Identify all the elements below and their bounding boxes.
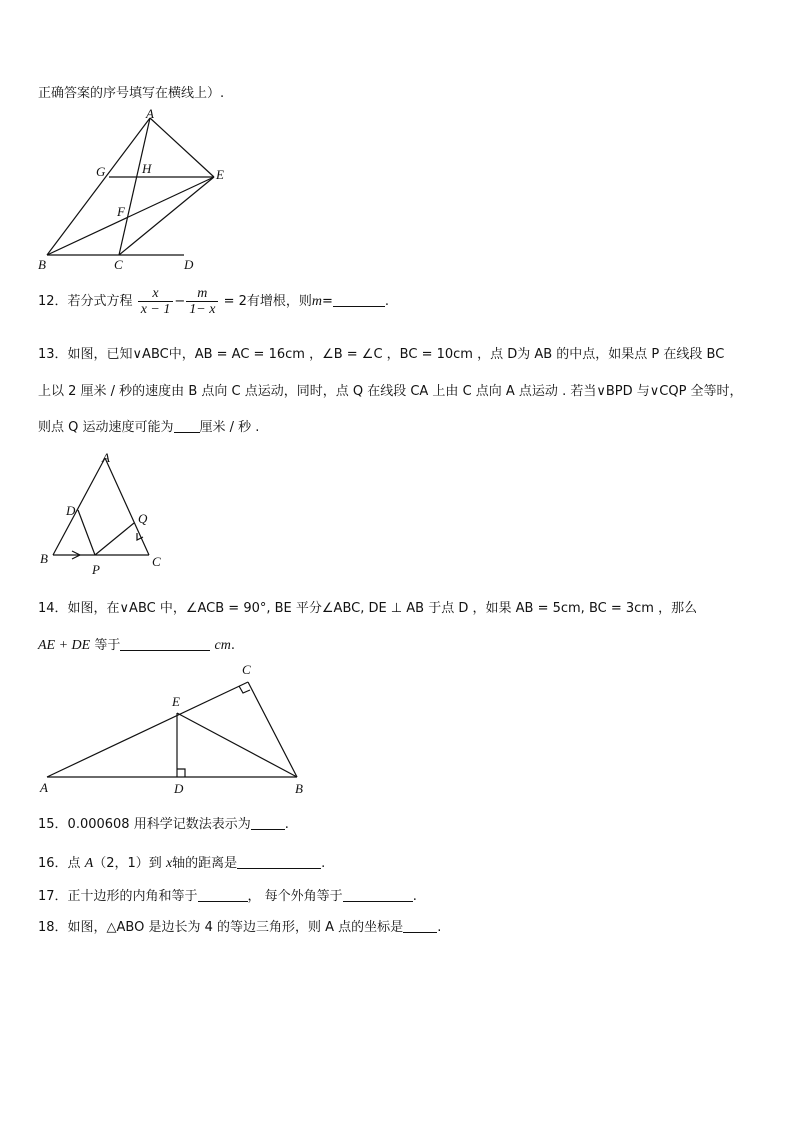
q14-answer-blank[interactable] [120, 638, 210, 651]
q12-minus: − [174, 294, 186, 309]
q14-end: . [230, 638, 235, 653]
figure-q13 [30, 450, 180, 580]
q16-end: . [321, 856, 326, 871]
q12-equals: = 2 [223, 294, 247, 309]
q14-line-1: 14．如图，在∨ABC 中，∠ACB = 90°, BE 平分∠ABC, DE ⊥ AB 于点 D ，如果 AB = 5cm, BC = 3cm ，那么 [38, 601, 698, 616]
question-17 [38, 885, 417, 904]
question-12 [38, 286, 389, 317]
q12-end: . [384, 294, 390, 309]
label-c: C [114, 257, 123, 272]
q13-line-2: 上以 2 厘米 / 秒的速度由 B 点向 C 点运动，同时，点 Q 在线段 CA 上由 C 点向 A 点运动 . 若当∨BPD 与∨CQP 全等时， [38, 384, 743, 399]
label-f: F [117, 204, 125, 219]
q14-expression: AE + DE [38, 638, 91, 653]
label-d: D [184, 257, 194, 272]
q15-text: 15．0.000608 用科学记数法表示为 [38, 817, 251, 832]
q16-axis-var: x [165, 856, 173, 871]
q12-prefix: 12．若分式方程 [38, 294, 133, 309]
q15-end: . [284, 817, 289, 832]
q16-point: A [84, 856, 94, 871]
q17-answer-blank-1[interactable] [198, 889, 248, 902]
label-b: B [38, 257, 46, 272]
label-b: B [40, 551, 48, 566]
q13-line-3b: 厘米 / 秒 . [199, 420, 260, 435]
label-g: G [96, 164, 106, 179]
q17-answer-blank-2[interactable] [343, 889, 413, 902]
q18-answer-blank[interactable] [403, 920, 437, 933]
q13-line-3 [38, 416, 259, 435]
q17-text-a: 17．正十边形的内角和等于 [38, 889, 198, 904]
label-e: E [216, 167, 224, 182]
label-p: P [92, 562, 100, 577]
q13-line-1: 13．如图，已知∨ABC中，AB = AC = 16cm ，∠B = ∠C ，BC = 10cm ，点 D为 AB 的中点，如果点 P 在线段 BC [38, 347, 725, 362]
q17-text-b: ， 每个外角等于 [247, 889, 343, 904]
label-c: C [242, 662, 251, 677]
q14-equals-text: 等于 [94, 638, 121, 653]
q12-eq2: = [322, 294, 333, 309]
label-e: E [172, 694, 180, 709]
q12-tail: 有增根，则 [246, 294, 312, 309]
q12-fraction-1: $\frac{x}{x - 1}$ [138, 286, 174, 317]
q12-var: m [311, 294, 323, 309]
question-16 [38, 852, 325, 872]
intro-text: 正确答案的序号填写在横线上）. [38, 86, 225, 101]
right-angle-c [239, 686, 250, 693]
figure-q11 [30, 108, 230, 273]
question-15 [38, 813, 289, 832]
q13-answer-blank[interactable] [174, 420, 200, 433]
q17-end: . [412, 889, 417, 904]
q14-unit: cm [214, 638, 231, 653]
q16-prefix: 16．点 [38, 856, 81, 871]
right-angle-d [177, 769, 185, 777]
question-18 [38, 916, 441, 935]
q14-line-2 [38, 634, 235, 654]
label-h: H [142, 161, 152, 176]
label-d: D [174, 781, 184, 796]
q12-fraction-2: $\frac{m}{1- x}$ [186, 286, 218, 317]
q15-answer-blank[interactable] [251, 817, 285, 830]
q16-answer-blank[interactable] [237, 856, 321, 869]
q12-answer-blank[interactable] [333, 294, 385, 307]
label-d: D [66, 503, 76, 518]
q13-line-3a: 则点 Q 运动速度可能为 [38, 420, 174, 435]
label-a: A [146, 106, 154, 121]
label-c: C [152, 554, 161, 569]
q18-end: . [437, 920, 442, 935]
q18-text: 18．如图，△ABO 是边长为 4 的等边三角形，则 A 点的坐标是 [38, 920, 404, 935]
q16-text: 轴的距离是 [172, 856, 238, 871]
q16-coords: （2，1）到 [93, 856, 162, 871]
label-b: B [295, 781, 303, 796]
label-a: A [40, 780, 48, 795]
label-a: A [102, 450, 110, 465]
label-q: Q [138, 511, 148, 526]
figure-q14 [30, 660, 320, 800]
